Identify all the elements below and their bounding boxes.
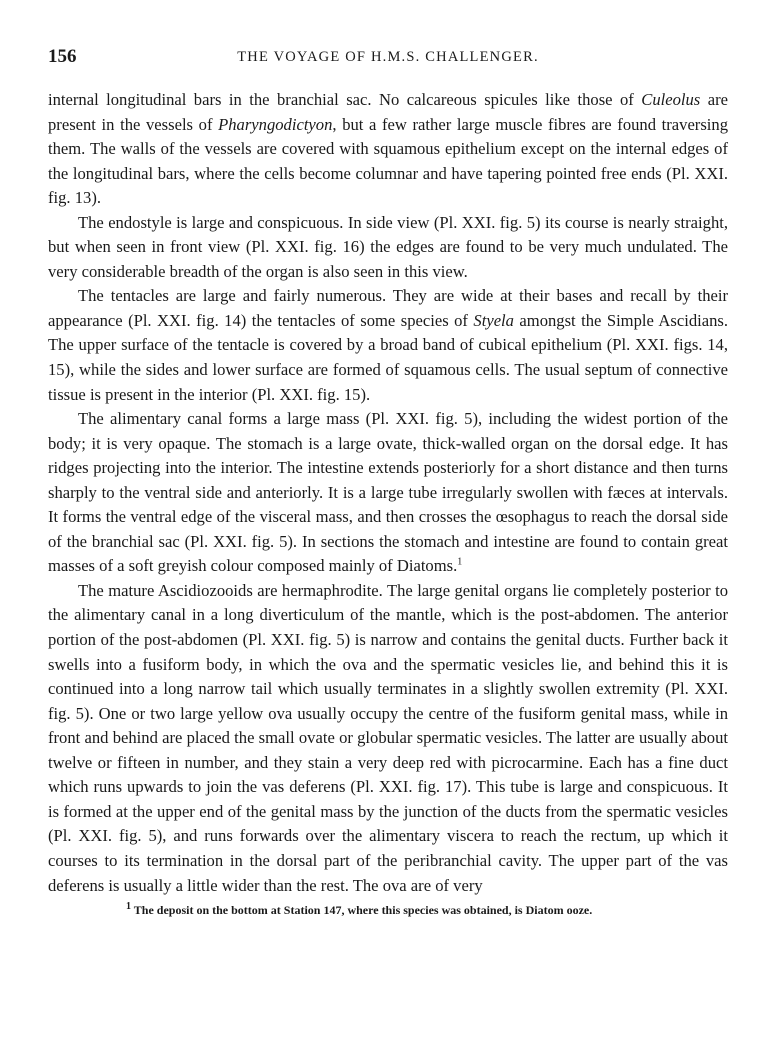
paragraph-genital-organs: The mature Ascidiozooids are hermaphrodite. The large genital organs lie completely posterior to the alimentary canal in a long diverticulum of the mantle, which is the post-abdomen. The anterior portion of the post-abdomen (Pl. XXI. fig. 5) is narrow and contains the genital ducts. Further back it swells into a fusiform body, in which the ova and the spermatic vesicles lie, and behind this it is continued into a long narrow tail which usually terminates in a slightly swollen extremity (Pl. XXI. fig. 5). One or two large yellow ova usually occupy the centre of the fusiform genital mass, while in front and behind are placed the small ovate or globular spermatic vesicles. The latter are usually about twelve or fifteen in number, and they stain a very deep red with picrocarmine. Each has a fine duct which runs upwards to join the vas deferens (Pl. XXI. fig. 17). This tube is large and conspicuous. It is formed at the upper end of the genital mass by the junction of the ducts from the spermatic vesicles (Pl. XXI. fig. 5), and runs forwards over the alimentary viscera to reach the rectum, up which it courses to its termination in the dorsal part of the peribranchial cavity. The upper part of the vas deferens is usually a little wider than the rest. The ova are of very xyxy=(48,580,728,895)
footnote-reference[interactable]: 1 xyxy=(457,556,463,568)
body-text xyxy=(48,88,728,898)
footnote xyxy=(48,902,728,918)
genus-styela: Styela xyxy=(473,310,514,330)
page-header xyxy=(48,46,728,70)
paragraph-branchial-vessels: internal longitudinal bars in the branchial sac. No calcareous spicules like those of Culeolus are present in the vessels of Pharyngodictyon, but a few rather large muscle fibres are found traversing them. The walls of the vessels are covered with squamous epithelium except on the internal edges of the longitudinal bars, where the cells become columnar and have tapering pointed free ends (Pl. XXI. fig. 13). xyxy=(48,90,728,208)
paragraph-tentacles: The tentacles are large and fairly numerous. They are wide at their bases and recall by their appearance (Pl. XXI. fig. 14) the tentacles of some species of Styela amongst the Simple Ascidians. The upper surface of the tentacle is covered by a broad band of cubical epithelium (Pl. XXI. figs. 14, 15), while the sides and lower surface are formed of squamous cells. The usual septum of connective tissue is present in the interior (Pl. XXI. fig. 15). xyxy=(48,286,728,404)
running-title: THE VOYAGE OF H.M.S. CHALLENGER. xyxy=(237,49,539,65)
page-number: 156 xyxy=(48,46,77,67)
genus-culeolus: Culeolus xyxy=(641,90,701,109)
paragraph-alimentary-canal: The alimentary canal forms a large mass (Pl. XXI. fig. 5), including the widest portion of the body; it is very opaque. The stomach is a large ovate, thick-walled organ on the dorsal edge. It has ridges projecting into the interior. The intestine extends posteriorly for a short distance and then turns sharply to the ventral side and anteriorly. It is a large tube irregularly swollen with fæces at intervals. It forms the ventral edge of the visceral mass, and then crosses the œsophagus to reach the dorsal side of the branchial sac (Pl. XXI. fig. 5). In sections the stomach and intestine are found to contain great masses of a soft greyish colour composed mainly of Diatoms.$^1$ xyxy=(48,409,728,576)
paragraph-endostyle: The endostyle is large and conspicuous. In side view (Pl. XXI. fig. 5) its course is nearly straight, but when seen in front view (Pl. XXI. fig. 16) the edges are found to be very much undulated. The very considerable breadth of the organ is also seen in this view. xyxy=(48,212,728,281)
genus-pharyngodictyon: Pharyngodictyon xyxy=(218,114,333,134)
footnote-mark: 1 xyxy=(126,901,131,913)
footnote-text: The deposit on the bottom at Station 147, where this species was obtained, is Diatom ooze. xyxy=(131,903,593,918)
